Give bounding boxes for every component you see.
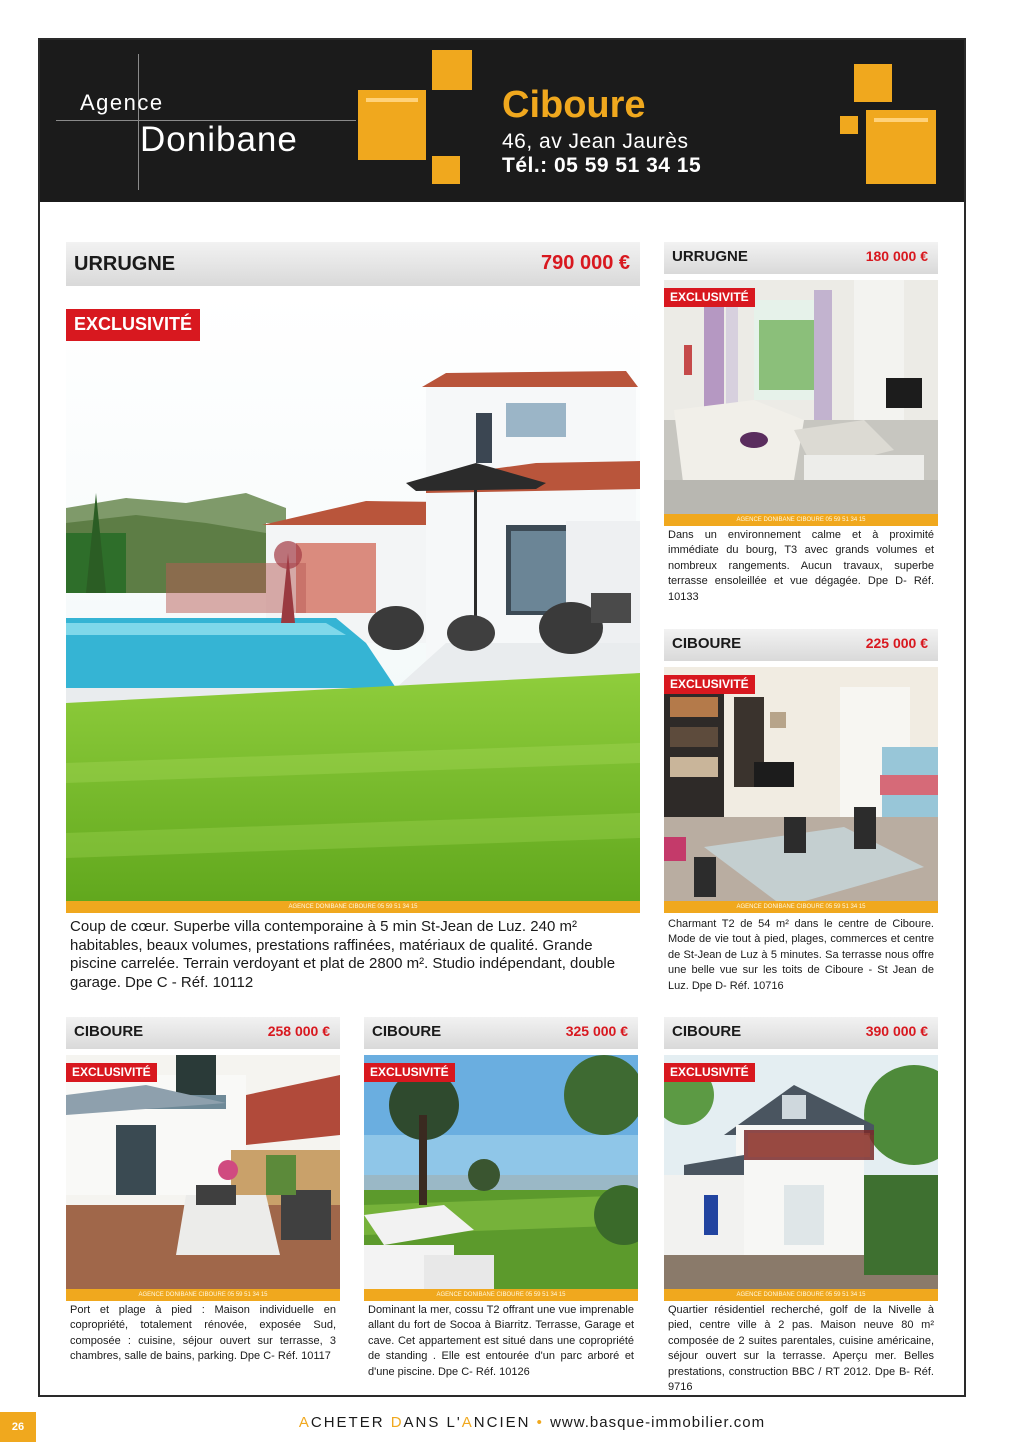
listing-5-description: Dominant la mer, cossu T2 offrant une vue imprenable allant du fort de Socoa à Biarritz. Terrasse, Garage et cave. Cet appartement est situé dans une copropriété de standing . Elle est entourée d'un parc arboré et d'une piscine. Dpe C- Réf. 10126 — [368, 1304, 634, 1378]
deco-square-right-large — [866, 110, 936, 184]
agency-address: 46, av Jean Jaurès — [502, 130, 689, 153]
listing-2-photo-credit: AGENCE DONIBANE CIBOURE 05 59 51 34 15 — [664, 514, 938, 526]
listing-3-exclusive-badge: EXCLUSIVITÉ — [664, 675, 755, 694]
listing-2-exclusive-badge: EXCLUSIVITÉ — [664, 288, 755, 307]
listing-3-price: 225 000 € — [865, 635, 928, 651]
listing-2-description: Dans un environnement calme et à proximité immédiate du bourg, T3 avec grands volumes et nombreux rangements. Aucun travaux, superbe terrasse ensoleillée et vue dégagée. Dpe D- Réf. 10133 — [668, 529, 934, 603]
listing-6-price: 390 000 € — [865, 1023, 928, 1039]
listing-3-description: Charmant T2 de 54 m² dans le centre de Ciboure. Mode de vie tout à pied, plages, commerces et centre de St-Jean de Luz à 5 minutes. Sa terrasse nous offre une belle vue sur les toits de Ciboure - St Jean de Luz. Dpe D- Réf. 10716 — [668, 918, 934, 992]
deco-square-right-mini — [840, 116, 858, 134]
listing-2-header — [664, 242, 938, 274]
listing-5-exclusive-badge: EXCLUSIVITÉ — [364, 1063, 455, 1082]
footer-bullet: • — [536, 1414, 544, 1431]
listing-5-header — [364, 1017, 638, 1049]
listing-5-location: CIBOURE — [372, 1023, 442, 1040]
listing-2-price: 180 000 € — [865, 248, 928, 264]
page-number: 26 — [0, 1412, 36, 1442]
footer-letter-a2: A — [461, 1414, 474, 1431]
listing-5-photo-credit: AGENCE DONIBANE CIBOURE 05 59 51 34 15 — [364, 1289, 638, 1301]
listing-5-price: 325 000 € — [565, 1023, 628, 1039]
listing-6-header — [664, 1017, 938, 1049]
agency-phone: Tél.: 05 59 51 34 15 — [502, 154, 702, 177]
listing-5-photo[interactable] — [364, 1055, 638, 1301]
listing-1-location: URRUGNE — [74, 253, 176, 275]
listing-4-price: 258 000 € — [267, 1023, 330, 1039]
listing-1-header — [66, 242, 640, 286]
listing-1-price: 790 000 € — [541, 252, 630, 274]
footer-letter-d: D — [390, 1414, 404, 1431]
listing-6-description: Quartier résidentiel recherché, golf de la Nivelle à pied, centre ville à 2 pas. Maison neuve 80 m² composée de 2 suites parentales, cuisine américaine, séjour ouvert sur la terrasse. Aperçu mer. Belles prestations, construction BBC / RT 2012. Dpe B- Réf. 9716 — [668, 1304, 934, 1394]
logo-agence-text: Agence — [80, 90, 164, 115]
footer-letter-a1: A — [298, 1414, 311, 1431]
deco-square-large — [358, 90, 426, 160]
listing-1-photo-credit: AGENCE DONIBANE CIBOURE 05 59 51 34 15 — [66, 901, 640, 913]
deco-square-mini — [432, 156, 460, 184]
listing-1-description: Coup de cœur. Superbe villa contemporaine à 5 min St-Jean de Luz. 240 m² habitables, beaux volumes, prestations raffinées, matériaux de qualité. Grande piscine carrelée. Terrain verdoyant et plat de 2800 m². Studio indépendant, double garage. Dpe C - Réf. 10112 — [70, 918, 616, 991]
footer-word-2: ANS L' — [403, 1414, 462, 1431]
listing-1-photo[interactable] — [66, 293, 640, 913]
footer-website-link[interactable]: www.basque-immobilier.com — [550, 1414, 766, 1431]
agency-city: Ciboure — [502, 84, 646, 126]
listing-6-location: CIBOURE — [672, 1023, 742, 1040]
listing-3-photo[interactable] — [664, 667, 938, 913]
agency-header — [40, 40, 964, 202]
listing-6-photo[interactable] — [664, 1055, 938, 1301]
listing-4-location: CIBOURE — [74, 1023, 144, 1040]
footer-word-3: NCIEN — [473, 1414, 531, 1431]
listing-2-photo[interactable] — [664, 280, 938, 526]
listing-6-photo-credit: AGENCE DONIBANE CIBOURE 05 59 51 34 15 — [664, 1289, 938, 1301]
listing-1-exclusive-badge: EXCLUSIVITÉ — [66, 309, 200, 341]
footer-tagline — [0, 1414, 1024, 1431]
logo-donibane-text: Donibane — [140, 120, 298, 159]
new-house-image — [664, 1055, 938, 1301]
deco-square-right-small — [854, 64, 892, 102]
living-room-image — [664, 280, 938, 526]
listing-4-photo-credit: AGENCE DONIBANE CIBOURE 05 59 51 34 15 — [66, 1289, 340, 1301]
logo-rule-vertical — [138, 54, 139, 190]
footer-word-1: CHETER — [310, 1414, 391, 1431]
deco-square-small — [432, 50, 472, 90]
listing-4-photo[interactable] — [66, 1055, 340, 1301]
listing-3-header — [664, 629, 938, 661]
listing-4-description: Port et plage à pied : Maison individuelle en copropriété, totalement rénovée, exposée Sud, composée : cuisine, séjour ouvert sur terrasse, 3 chambres, salle de bains, parking. Dpe C- Réf. 10117 — [70, 1304, 336, 1363]
patio-house-image — [66, 1055, 340, 1301]
listing-4-exclusive-badge: EXCLUSIVITÉ — [66, 1063, 157, 1082]
listing-3-location: CIBOURE — [672, 635, 742, 652]
dining-room-image — [664, 667, 938, 913]
listing-4-header — [66, 1017, 340, 1049]
villa-pool-garden-image — [66, 293, 640, 913]
listing-6-exclusive-badge: EXCLUSIVITÉ — [664, 1063, 755, 1082]
listing-3-photo-credit: AGENCE DONIBANE CIBOURE 05 59 51 34 15 — [664, 901, 938, 913]
listing-2-location: URRUGNE — [672, 248, 748, 265]
sea-view-garden-image — [364, 1055, 638, 1301]
